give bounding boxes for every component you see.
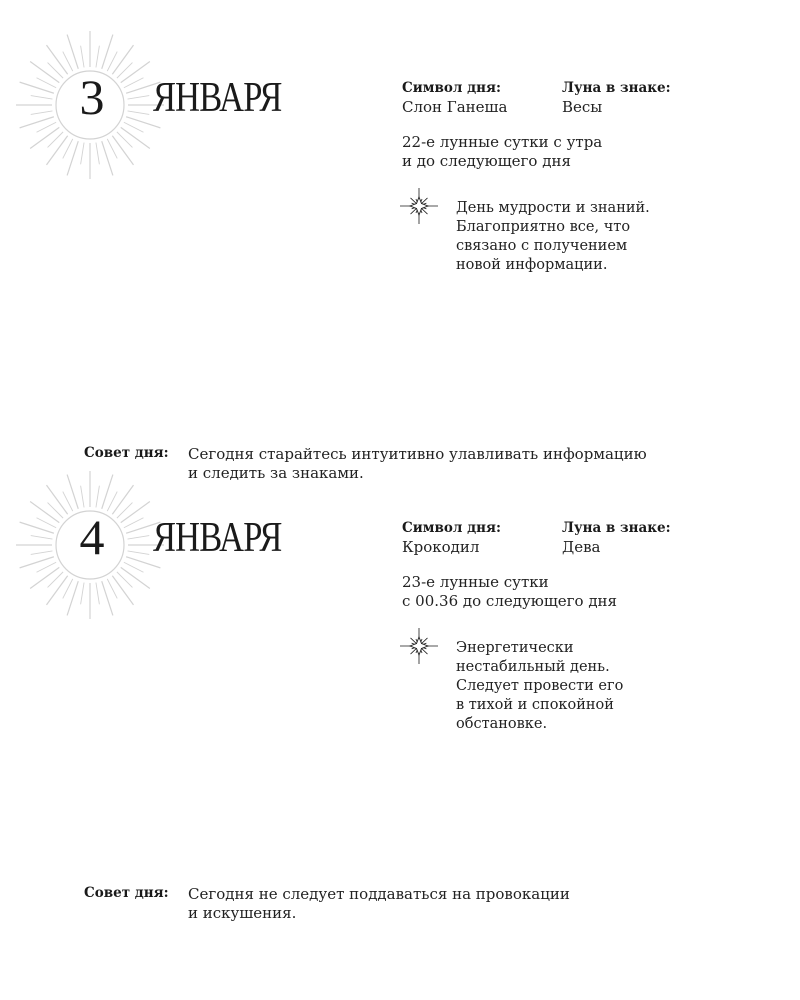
advice-line: и искушения. xyxy=(188,904,297,922)
advice-line: и следить за знаками. xyxy=(188,464,364,482)
description-line: Энергетически xyxy=(456,640,574,656)
description-line: нестабильный день. xyxy=(456,659,610,675)
advice-label: Совет дня: xyxy=(84,445,169,461)
advice-line: Сегодня старайтесь интуитивно улавливать информацию xyxy=(188,445,647,463)
description-line: Следует провести его xyxy=(456,678,624,694)
symbol-label: Символ дня: xyxy=(402,520,501,536)
month-title: ЯНВАРЯ xyxy=(153,75,282,121)
description-line: новой информации. xyxy=(456,257,608,273)
moon-label: Луна в знаке: xyxy=(562,80,671,96)
moon-value: Весы xyxy=(562,98,603,116)
lunar-line: и до следующего дня xyxy=(402,152,571,170)
month-title: ЯНВАРЯ xyxy=(153,515,282,561)
day-description xyxy=(456,199,696,275)
lunar-day-text xyxy=(402,573,702,611)
symbol-label: Символ дня: xyxy=(402,80,501,96)
lunar-line: 22-е лунные сутки с утра xyxy=(402,133,603,151)
description-line: связано с получением xyxy=(456,238,628,254)
symbol-value: Слон Ганеша xyxy=(402,98,508,116)
day-number: 3 xyxy=(79,69,105,125)
description-line: Благоприятно все, что xyxy=(456,219,631,235)
day-description xyxy=(456,639,696,734)
symbol-value: Крокодил xyxy=(402,538,480,556)
lunar-day-text xyxy=(402,133,702,171)
advice-text xyxy=(188,445,647,483)
day-number: 4 xyxy=(79,509,105,565)
advice-label: Совет дня: xyxy=(84,885,169,901)
advice-text xyxy=(188,885,570,923)
compass-star-icon xyxy=(396,186,442,226)
moon-value: Дева xyxy=(562,538,601,556)
moon-label: Луна в знаке: xyxy=(562,520,671,536)
description-line: в тихой и спокойной xyxy=(456,697,614,713)
advice-line: Сегодня не следует поддаваться на провокации xyxy=(188,885,570,903)
compass-star-icon xyxy=(396,626,442,666)
lunar-line: с 00.36 до следующего дня xyxy=(402,592,618,610)
lunar-line: 23-е лунные сутки xyxy=(402,573,549,591)
description-line: День мудрости и знаний. xyxy=(456,200,650,216)
description-line: обстановке. xyxy=(456,716,548,732)
